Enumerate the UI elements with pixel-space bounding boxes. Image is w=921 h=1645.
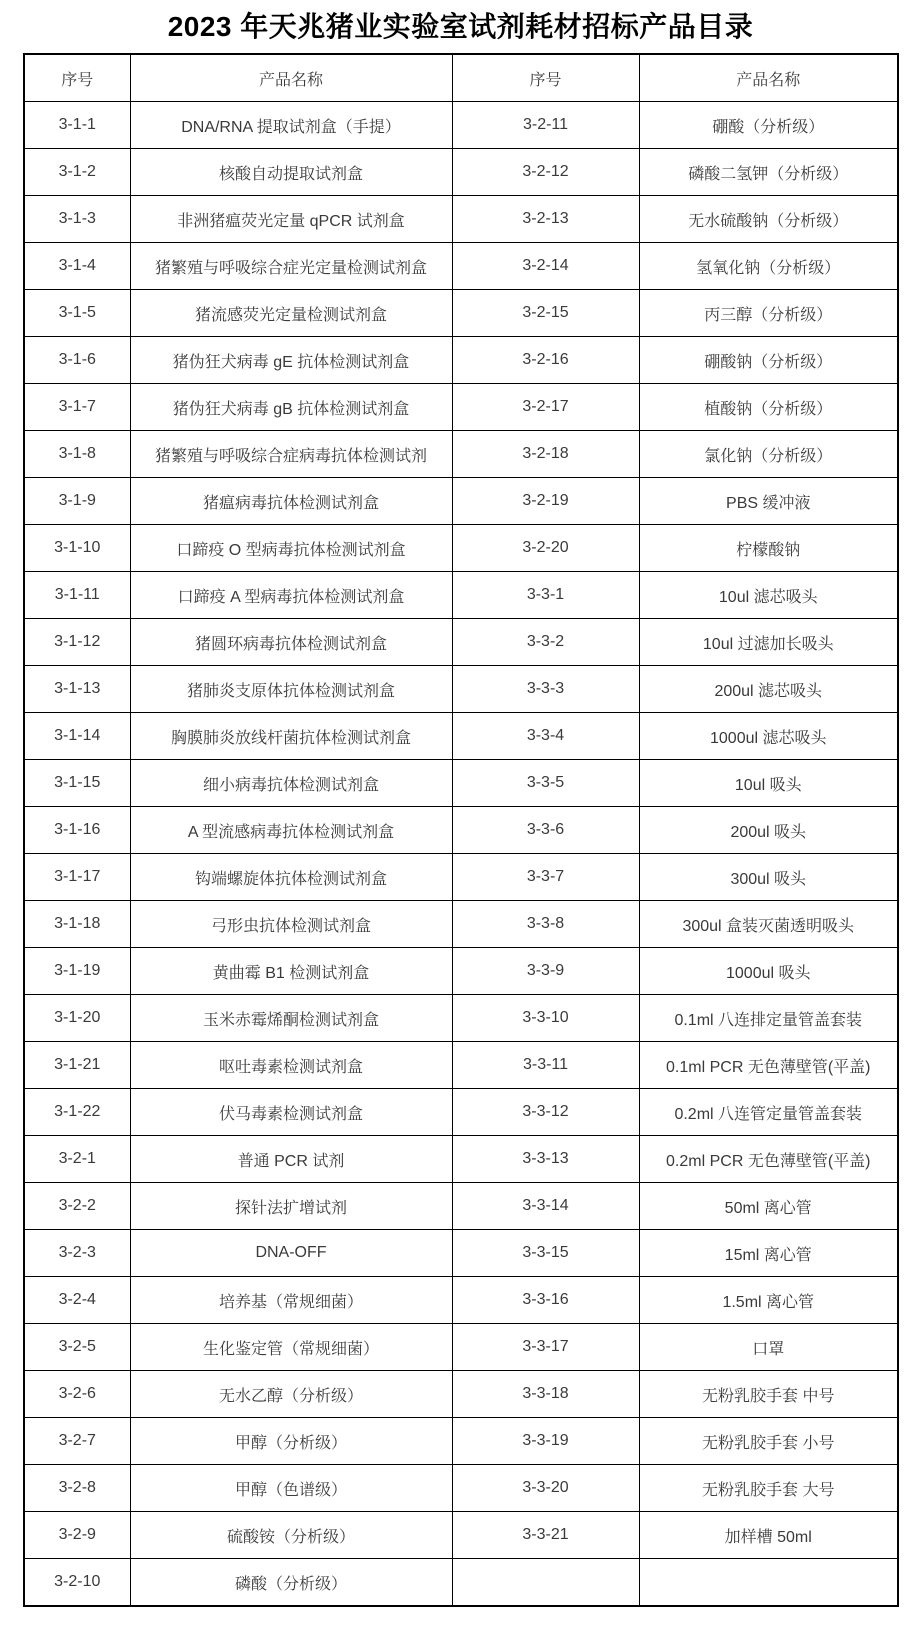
product-name-cell: 黄曲霉 B1 检测试剂盒	[130, 948, 452, 995]
product-catalog-table	[23, 53, 899, 1607]
product-name-cell: 弓形虫抗体检测试剂盒	[130, 901, 452, 948]
product-name-cell: 普通 PCR 试剂	[130, 1136, 452, 1183]
column-header-name-left: 产品名称	[130, 54, 452, 102]
table-row	[24, 1371, 898, 1418]
serial-cell: 3-2-8	[24, 1465, 130, 1512]
serial-cell: 3-1-12	[24, 619, 130, 666]
serial-cell: 3-3-4	[452, 713, 639, 760]
serial-cell: 3-2-16	[452, 337, 639, 384]
serial-cell: 3-1-19	[24, 948, 130, 995]
serial-cell: 3-3-3	[452, 666, 639, 713]
product-name-cell: 硫酸铵（分析级）	[130, 1512, 452, 1559]
serial-cell: 3-3-8	[452, 901, 639, 948]
serial-cell: 3-1-22	[24, 1089, 130, 1136]
table-row	[24, 619, 898, 666]
product-name-cell: DNA-OFF	[130, 1230, 452, 1277]
table-row	[24, 102, 898, 149]
table-row	[24, 196, 898, 243]
product-name-cell: 植酸钠（分析级）	[639, 384, 898, 431]
product-name-cell: 伏马毒素检测试剂盒	[130, 1089, 452, 1136]
product-name-cell: 无水乙醇（分析级）	[130, 1371, 452, 1418]
serial-cell: 3-2-2	[24, 1183, 130, 1230]
serial-cell: 3-2-20	[452, 525, 639, 572]
product-name-cell: 200ul 吸头	[639, 807, 898, 854]
product-name-cell: 无粉乳胶手套 大号	[639, 1465, 898, 1512]
table-row	[24, 478, 898, 525]
table-row	[24, 1559, 898, 1607]
serial-cell: 3-1-10	[24, 525, 130, 572]
table-row	[24, 1512, 898, 1559]
serial-cell: 3-1-21	[24, 1042, 130, 1089]
serial-cell: 3-1-5	[24, 290, 130, 337]
table-row	[24, 901, 898, 948]
serial-cell: 3-3-11	[452, 1042, 639, 1089]
serial-cell: 3-1-16	[24, 807, 130, 854]
product-name-cell: 硼酸钠（分析级）	[639, 337, 898, 384]
column-header-serial-left: 序号	[24, 54, 130, 102]
table-row	[24, 243, 898, 290]
product-name-cell: 丙三醇（分析级）	[639, 290, 898, 337]
product-name-cell: 氯化钠（分析级）	[639, 431, 898, 478]
serial-cell	[452, 1559, 639, 1607]
product-name-cell: 猪伪狂犬病毒 gE 抗体检测试剂盒	[130, 337, 452, 384]
product-name-cell: 甲醇（色谱级）	[130, 1465, 452, 1512]
serial-cell: 3-1-20	[24, 995, 130, 1042]
serial-cell: 3-2-5	[24, 1324, 130, 1371]
serial-cell: 3-1-8	[24, 431, 130, 478]
serial-cell: 3-3-13	[452, 1136, 639, 1183]
product-name-cell: 甲醇（分析级）	[130, 1418, 452, 1465]
serial-cell: 3-2-17	[452, 384, 639, 431]
table-row	[24, 807, 898, 854]
table-row	[24, 1136, 898, 1183]
product-name-cell: 细小病毒抗体检测试剂盒	[130, 760, 452, 807]
product-name-cell: 猪肺炎支原体抗体检测试剂盒	[130, 666, 452, 713]
header-row	[24, 54, 898, 102]
serial-cell: 3-1-13	[24, 666, 130, 713]
product-name-cell: 加样槽 50ml	[639, 1512, 898, 1559]
serial-cell: 3-2-11	[452, 102, 639, 149]
serial-cell: 3-2-14	[452, 243, 639, 290]
catalog-table-body	[24, 102, 898, 1607]
product-name-cell: PBS 缓冲液	[639, 478, 898, 525]
product-name-cell: 10ul 过滤加长吸头	[639, 619, 898, 666]
table-row	[24, 149, 898, 196]
table-row	[24, 948, 898, 995]
serial-cell: 3-2-7	[24, 1418, 130, 1465]
product-name-cell: 猪瘟病毒抗体检测试剂盒	[130, 478, 452, 525]
product-name-cell: 50ml 离心管	[639, 1183, 898, 1230]
product-name-cell: 钩端螺旋体抗体检测试剂盒	[130, 854, 452, 901]
product-name-cell: 200ul 滤芯吸头	[639, 666, 898, 713]
table-row	[24, 525, 898, 572]
column-header-serial-right: 序号	[452, 54, 639, 102]
serial-cell: 3-2-15	[452, 290, 639, 337]
serial-cell: 3-3-2	[452, 619, 639, 666]
product-name-cell	[639, 1559, 898, 1607]
serial-cell: 3-3-18	[452, 1371, 639, 1418]
serial-cell: 3-1-4	[24, 243, 130, 290]
product-name-cell: 磷酸二氢钾（分析级）	[639, 149, 898, 196]
product-name-cell: 口蹄疫 A 型病毒抗体检测试剂盒	[130, 572, 452, 619]
serial-cell: 3-1-2	[24, 149, 130, 196]
table-row	[24, 384, 898, 431]
table-row	[24, 1277, 898, 1324]
serial-cell: 3-1-17	[24, 854, 130, 901]
table-row	[24, 1465, 898, 1512]
product-name-cell: 猪流感荧光定量检测试剂盒	[130, 290, 452, 337]
product-name-cell: 15ml 离心管	[639, 1230, 898, 1277]
serial-cell: 3-2-10	[24, 1559, 130, 1607]
table-row	[24, 995, 898, 1042]
table-row	[24, 1183, 898, 1230]
serial-cell: 3-3-1	[452, 572, 639, 619]
product-name-cell: 硼酸（分析级）	[639, 102, 898, 149]
serial-cell: 3-1-7	[24, 384, 130, 431]
table-row	[24, 572, 898, 619]
serial-cell: 3-2-1	[24, 1136, 130, 1183]
product-name-cell: 0.2ml PCR 无色薄壁管(平盖)	[639, 1136, 898, 1183]
product-name-cell: 氢氧化钠（分析级）	[639, 243, 898, 290]
serial-cell: 3-3-5	[452, 760, 639, 807]
product-name-cell: 探针法扩增试剂	[130, 1183, 452, 1230]
serial-cell: 3-3-6	[452, 807, 639, 854]
table-row	[24, 1230, 898, 1277]
product-name-cell: 猪繁殖与呼吸综合症病毒抗体检测试剂	[130, 431, 452, 478]
serial-cell: 3-1-18	[24, 901, 130, 948]
product-name-cell: 口蹄疫 O 型病毒抗体检测试剂盒	[130, 525, 452, 572]
serial-cell: 3-3-20	[452, 1465, 639, 1512]
table-row	[24, 666, 898, 713]
table-row	[24, 337, 898, 384]
product-name-cell: 0.2ml 八连管定量管盖套装	[639, 1089, 898, 1136]
table-row	[24, 760, 898, 807]
table-row	[24, 854, 898, 901]
product-name-cell: 胸膜肺炎放线杆菌抗体检测试剂盒	[130, 713, 452, 760]
table-row	[24, 290, 898, 337]
product-name-cell: 培养基（常规细菌）	[130, 1277, 452, 1324]
product-name-cell: A 型流感病毒抗体检测试剂盒	[130, 807, 452, 854]
serial-cell: 3-1-1	[24, 102, 130, 149]
product-name-cell: DNA/RNA 提取试剂盒（手提）	[130, 102, 452, 149]
table-row	[24, 1042, 898, 1089]
product-name-cell: 300ul 盒装灭菌透明吸头	[639, 901, 898, 948]
product-name-cell: 口罩	[639, 1324, 898, 1371]
product-name-cell: 1000ul 滤芯吸头	[639, 713, 898, 760]
serial-cell: 3-1-11	[24, 572, 130, 619]
serial-cell: 3-2-9	[24, 1512, 130, 1559]
product-name-cell: 玉米赤霉烯酮检测试剂盒	[130, 995, 452, 1042]
serial-cell: 3-3-14	[452, 1183, 639, 1230]
serial-cell: 3-3-16	[452, 1277, 639, 1324]
serial-cell: 3-3-21	[452, 1512, 639, 1559]
product-name-cell: 磷酸（分析级）	[130, 1559, 452, 1607]
serial-cell: 3-2-12	[452, 149, 639, 196]
serial-cell: 3-2-3	[24, 1230, 130, 1277]
serial-cell: 3-2-19	[452, 478, 639, 525]
product-name-cell: 1.5ml 离心管	[639, 1277, 898, 1324]
product-name-cell: 300ul 吸头	[639, 854, 898, 901]
serial-cell: 3-3-19	[452, 1418, 639, 1465]
serial-cell: 3-3-17	[452, 1324, 639, 1371]
product-name-cell: 无粉乳胶手套 中号	[639, 1371, 898, 1418]
product-name-cell: 非洲猪瘟荧光定量 qPCR 试剂盒	[130, 196, 452, 243]
serial-cell: 3-3-12	[452, 1089, 639, 1136]
product-name-cell: 生化鉴定管（常规细菌）	[130, 1324, 452, 1371]
serial-cell: 3-1-9	[24, 478, 130, 525]
product-name-cell: 猪繁殖与呼吸综合症光定量检测试剂盒	[130, 243, 452, 290]
product-name-cell: 无粉乳胶手套 小号	[639, 1418, 898, 1465]
serial-cell: 3-3-15	[452, 1230, 639, 1277]
serial-cell: 3-3-9	[452, 948, 639, 995]
serial-cell: 3-1-6	[24, 337, 130, 384]
product-name-cell: 柠檬酸钠	[639, 525, 898, 572]
serial-cell: 3-2-18	[452, 431, 639, 478]
serial-cell: 3-1-15	[24, 760, 130, 807]
product-name-cell: 0.1ml 八连排定量管盖套装	[639, 995, 898, 1042]
product-name-cell: 呕吐毒素检测试剂盒	[130, 1042, 452, 1089]
table-row	[24, 1324, 898, 1371]
product-name-cell: 1000ul 吸头	[639, 948, 898, 995]
table-row	[24, 1418, 898, 1465]
product-name-cell: 猪伪狂犬病毒 gB 抗体检测试剂盒	[130, 384, 452, 431]
table-row	[24, 713, 898, 760]
product-name-cell: 猪圆环病毒抗体检测试剂盒	[130, 619, 452, 666]
serial-cell: 3-2-6	[24, 1371, 130, 1418]
product-name-cell: 0.1ml PCR 无色薄壁管(平盖)	[639, 1042, 898, 1089]
product-name-cell: 10ul 滤芯吸头	[639, 572, 898, 619]
serial-cell: 3-2-4	[24, 1277, 130, 1324]
serial-cell: 3-3-7	[452, 854, 639, 901]
serial-cell: 3-1-14	[24, 713, 130, 760]
page-title: 2023 年天兆猪业实验室试剂耗材招标产品目录	[167, 11, 754, 42]
serial-cell: 3-3-10	[452, 995, 639, 1042]
product-name-cell: 无水硫酸钠（分析级）	[639, 196, 898, 243]
serial-cell: 3-2-13	[452, 196, 639, 243]
product-name-cell: 核酸自动提取试剂盒	[130, 149, 452, 196]
column-header-name-right: 产品名称	[639, 54, 898, 102]
product-name-cell: 10ul 吸头	[639, 760, 898, 807]
table-row	[24, 431, 898, 478]
serial-cell: 3-1-3	[24, 196, 130, 243]
table-row	[24, 1089, 898, 1136]
